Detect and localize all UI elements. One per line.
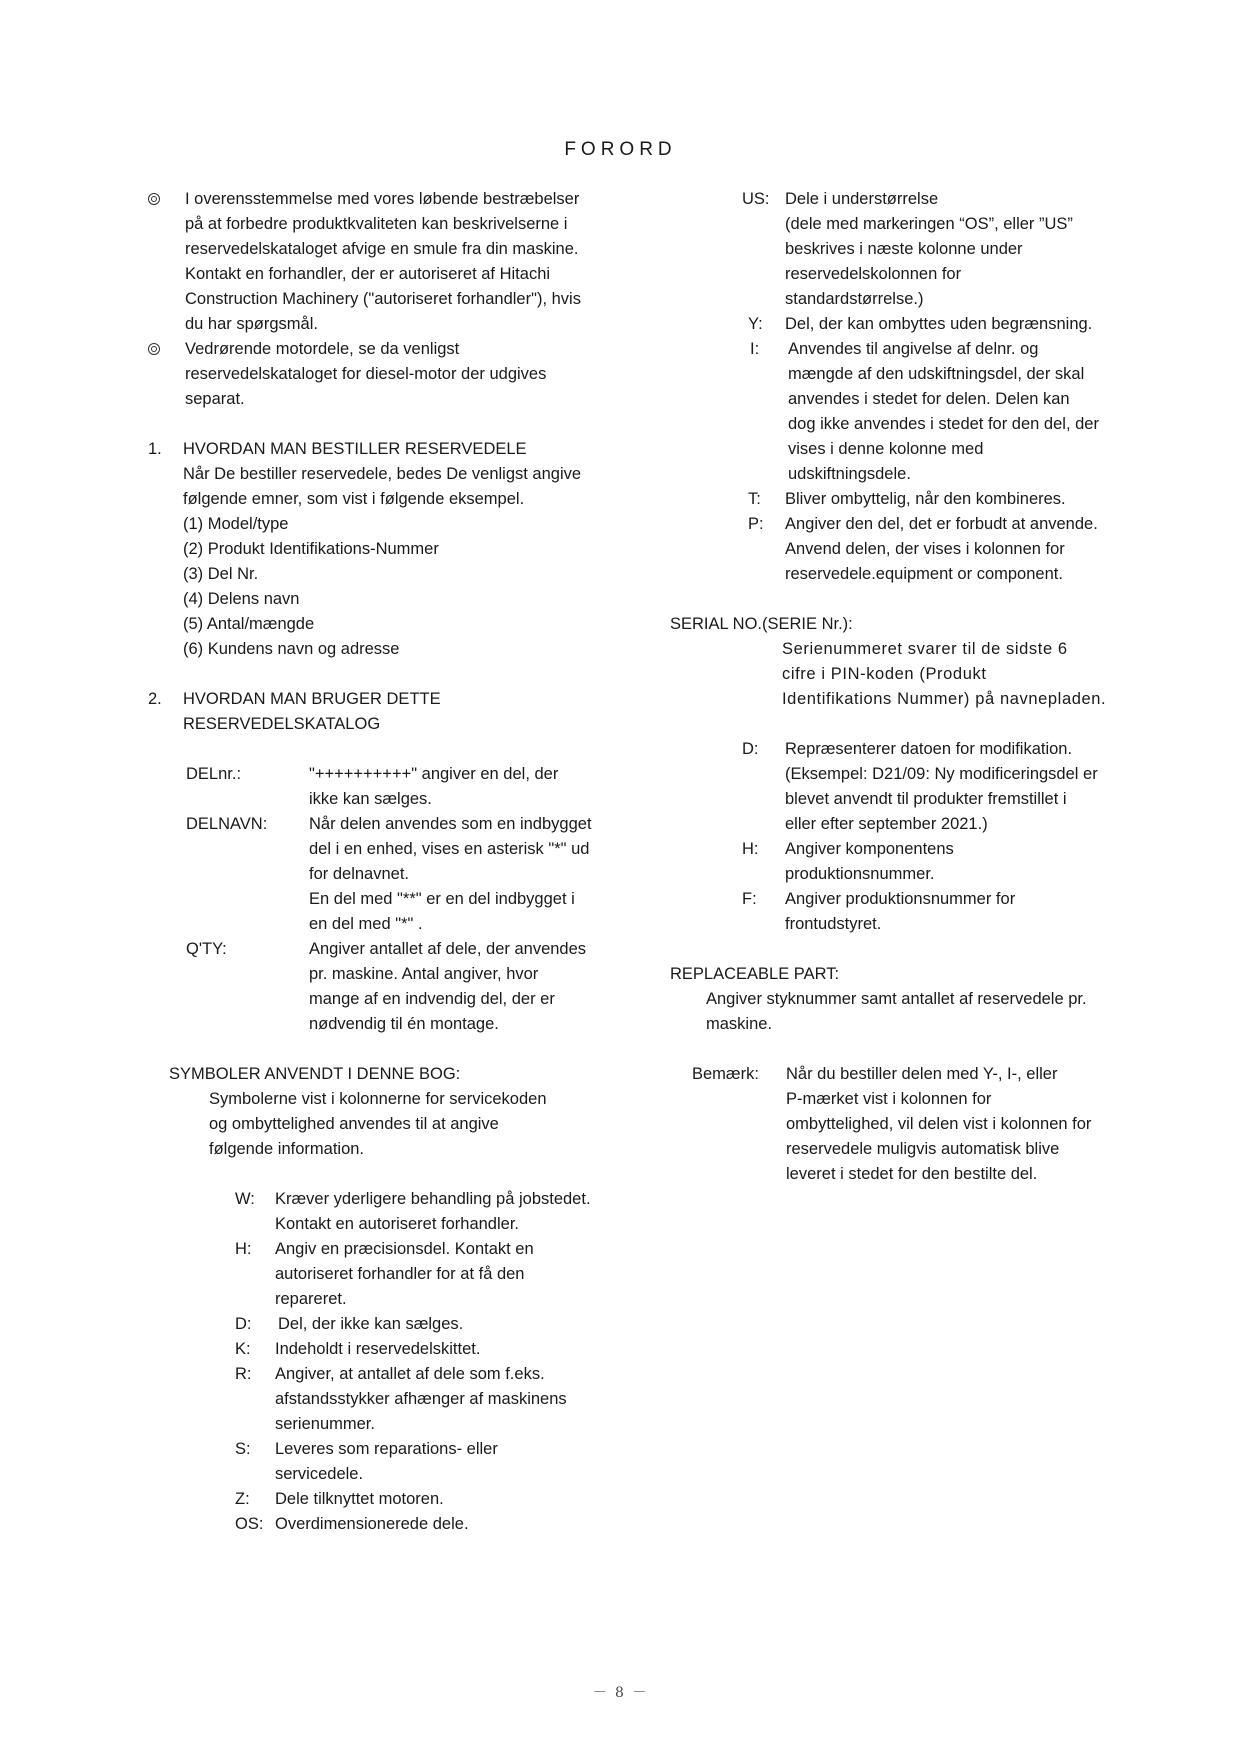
section-heading: HVORDAN MAN BRUGER DETTE: [183, 690, 441, 708]
section-number: 2.: [148, 690, 162, 708]
symbol-item: K: Indeholdt i reservedelskittet.: [148, 1337, 618, 1362]
symbol-item: D: Del, der ikke kan sælges.: [148, 1312, 618, 1337]
symbol-item: H: Angiv en præcisionsdel. Kontakt en autoriseret forhandler for at få den repareret.: [148, 1237, 618, 1312]
section-2: 2. HVORDAN MAN BRUGER DETTE RESERVEDELSKATALOG: [148, 687, 618, 737]
double-circle-icon: [148, 337, 160, 362]
interchange-item: Y: Del, der kan ombyttes uden begrænsning.: [670, 312, 1140, 337]
left-column: [148, 187, 618, 1537]
symbol-key: US:: [742, 190, 770, 208]
page-number: － 8 －: [592, 1685, 649, 1701]
symbol-key: Z:: [235, 1490, 250, 1508]
list-item: (1) Model/type: [183, 515, 289, 533]
page-title: FORORD: [564, 139, 677, 160]
definition-row: DELnr.: "++++++++++" angiver en del, der ikke kan sælges.: [148, 762, 618, 812]
right-column: [670, 187, 1140, 1187]
list-item: (2) Produkt Identifikations-Nummer: [183, 540, 439, 558]
symbol-key: K:: [235, 1340, 251, 1358]
section-number: 1.: [148, 440, 162, 458]
symbol-key: T:: [748, 490, 761, 508]
symbol-item: OS: Overdimensionerede dele.: [148, 1512, 618, 1537]
serial-code-item: D: Repræsenterer datoen for modifikation. (Eksempel: D21/09: Ny modificeringsdel er blevet anvendt til produkter fremstillet i eller efter september 2021.): [670, 737, 1140, 837]
double-circle-icon: [148, 187, 160, 212]
symbol-key: P:: [748, 515, 764, 533]
bullet-note-2: Vedrørende motordele, se da venligst reservedelskataloget for diesel-motor der udgives separat.: [148, 337, 618, 412]
section-1: 1. HVORDAN MAN BESTILLER RESERVEDELE Når De bestiller reservedele, bedes De venligst angive følgende emner, som vist i følgende eksempel. (1) Model/type (2) Produkt Identifikations-Nummer (3) Del Nr. (4) Delens navn (5) Antal/mængde (6) Kundens navn og adresse: [148, 437, 618, 662]
note: Bemærk: Når du bestiller delen med Y-, I-, eller P-mærket vist i kolonnen for ombyttelighed, vil delen vist i kolonnen for reservedele muligvis automatisk blive leveret i stedet for den bestilte del.: [670, 1062, 1140, 1187]
list-item: (5) Antal/mængde: [183, 615, 315, 633]
symbol-key: S:: [235, 1440, 251, 1458]
serial-heading: SERIAL NO.(SERIE Nr.):: [670, 615, 853, 633]
symbol-key: H:: [235, 1240, 252, 1258]
list-item: (3) Del Nr.: [183, 565, 259, 583]
replaceable-description: Angiver styknummer samt antallet af reservedele pr. maskine.: [706, 990, 1087, 1033]
symbol-item: R: Angiver, at antallet af dele som f.eks. afstandsstykker afhænger af maskinens serienummer.: [148, 1362, 618, 1437]
definition-row: Q'TY: Angiver antallet af dele, der anvendes pr. maskine. Antal angiver, hvor mange af en indvendig del, der er nødvendig til én montage.: [148, 937, 618, 1037]
symbols-heading: SYMBOLER ANVENDT I DENNE BOG:: [169, 1065, 461, 1083]
interchange-item: US: Dele i understørrelse (dele med markeringen “OS”, eller ”US” beskrives i næste kolonne under reservedelskolonnen for standardstørrelse.): [670, 187, 1140, 312]
symbol-item: Z: Dele tilknyttet motoren.: [148, 1487, 618, 1512]
symbol-key: H:: [742, 840, 759, 858]
interchange-item: P: Angiver den del, det er forbudt at anvende. Anvend delen, der vises i kolonnen for reservedele.equipment or component.: [670, 512, 1140, 587]
symbol-key: W:: [235, 1190, 255, 1208]
definition-term: DELnr.:: [186, 765, 242, 783]
symbol-key: D:: [742, 740, 759, 758]
symbol-key: F:: [742, 890, 757, 908]
symbol-key: Y:: [748, 315, 763, 333]
symbol-item: S: Leveres som reparations- eller servicedele.: [148, 1437, 618, 1487]
serial-description: Serienummeret svarer til de sidste 6 cifre i PIN-koden (Produkt Identifikations Nummer) på navnepladen.: [782, 640, 1107, 708]
symbol-key: OS:: [235, 1515, 264, 1533]
symbol-item: W: Kræver yderligere behandling på jobstedet. Kontakt en autoriseret forhandler.: [148, 1187, 618, 1237]
interchange-item: I: Anvendes til angivelse af delnr. og mængde af den udskiftningsdel, der skal anvendes i stedet for delen. Delen kan dog ikke anvendes i stedet for den del, der vises i denne kolonne med udskiftningsdele.: [670, 337, 1140, 487]
definition-table: [148, 762, 618, 1037]
serial-code-item: F: Angiver produktionsnummer for frontudstyret.: [670, 887, 1140, 937]
symbols-intro: Symbolerne vist i kolonnerne for servicekoden og ombyttelighed anvendes til at angive følgende information.: [209, 1090, 547, 1158]
interchange-item: T: Bliver ombyttelig, når den kombineres.: [670, 487, 1140, 512]
symbol-key: D:: [235, 1315, 252, 1333]
definition-term: DELNAVN:: [186, 815, 268, 833]
replaceable-heading: REPLACEABLE PART:: [670, 965, 840, 983]
section-heading: HVORDAN MAN BESTILLER RESERVEDELE: [183, 440, 527, 458]
definition-term: Q'TY:: [186, 940, 227, 958]
serial-code-item: H: Angiver komponentens produktionsnummer.: [670, 837, 1140, 887]
definition-row: DELNAVN: Når delen anvendes som en indbygget del i en enhed, vises en asterisk "*" ud for delnavnet. En del med "**" er en del indbygget i en del med "*" .: [148, 812, 618, 937]
list-item: (6) Kundens navn og adresse: [183, 640, 400, 658]
list-item: (4) Delens navn: [183, 590, 300, 608]
symbol-key: I:: [750, 340, 760, 358]
symbol-key: R:: [235, 1365, 252, 1383]
bullet-note-1: I overensstemmelse med vores løbende bestræbelser på at forbedre produktkvaliteten kan beskrivelserne i reservedelskataloget afvige en smule fra din maskine. Kontakt en forhandler, der er autoriseret af Hitachi Construction Machinery ("autoriseret forhandler"), hvis du har spørgsmål.: [148, 187, 618, 337]
note-label: Bemærk:: [692, 1065, 759, 1083]
